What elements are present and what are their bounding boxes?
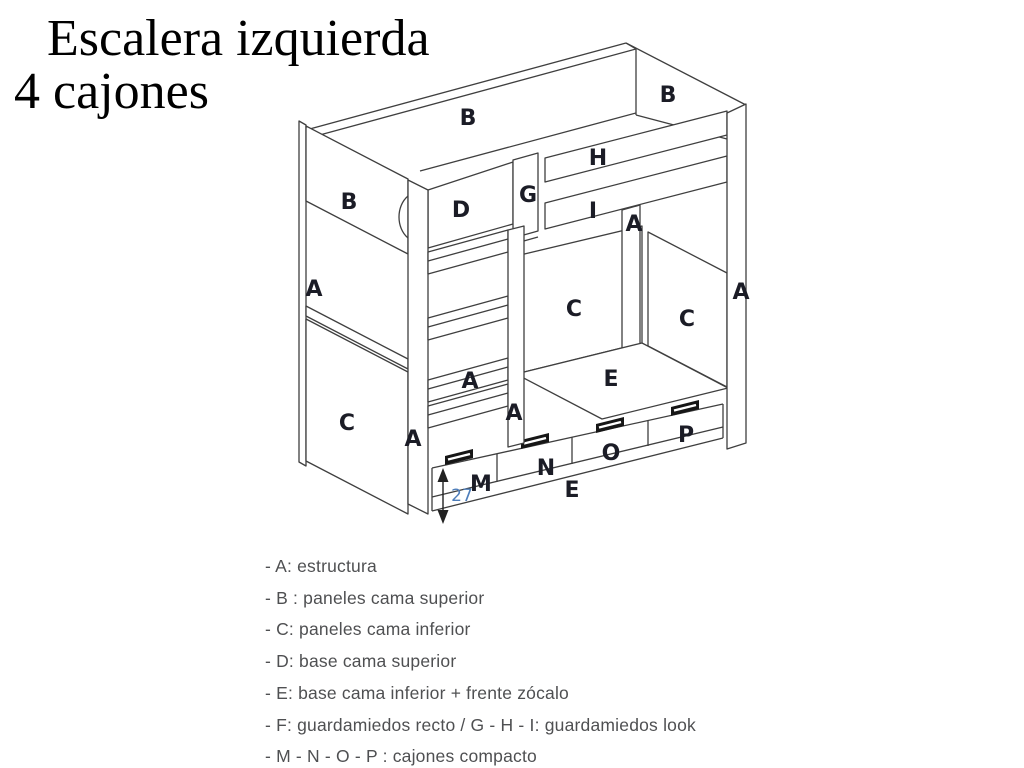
legend-item-c: - C: paneles cama inferior	[265, 619, 471, 640]
label-a-mid-post: A	[625, 212, 643, 237]
label-a-right-post: A	[732, 280, 750, 305]
label-a-ladder-post: A	[505, 401, 523, 426]
label-e-zocalo: E	[564, 478, 580, 503]
label-a-front-post: A	[404, 427, 422, 452]
label-a-left: A	[305, 277, 323, 302]
guard-rails	[513, 111, 727, 244]
arrow-up-icon	[438, 468, 449, 482]
dimension-value: 27	[451, 486, 473, 506]
label-drawer-m: M	[470, 472, 492, 497]
label-c-back-panel: C	[565, 297, 583, 322]
title-line-2: 4 cajones	[14, 63, 209, 120]
legend-item-d: - D: base cama superior	[265, 651, 457, 672]
lower-bunk	[516, 205, 728, 419]
right-front-post	[727, 104, 746, 449]
label-b-back-panel: B	[459, 106, 477, 131]
label-c-left-panel: C	[338, 411, 356, 436]
label-drawer-n: N	[536, 456, 556, 481]
legend-item-f-g-h-i: - F: guardamiedos recto / G - H - I: guardamiedos look	[265, 714, 696, 735]
arrow-down-icon	[438, 510, 449, 524]
label-h-guard: H	[588, 146, 608, 171]
ladder-rungs	[428, 230, 508, 428]
label-g-guard: G	[518, 183, 538, 208]
dimension-annotation	[438, 468, 473, 524]
legend-item-m-n-o-p: - M - N - O - P : cajones compacto	[265, 746, 537, 767]
label-b-right-panel: B	[659, 83, 677, 108]
legend-item-b: - B : paneles cama superior	[265, 587, 485, 608]
label-i-guard: I	[588, 199, 598, 224]
legend	[265, 551, 696, 768]
title-line-1: Escalera izquierda	[47, 10, 430, 67]
legend-item-a: - A: estructura	[265, 556, 377, 576]
label-b-left-panel: B	[340, 190, 358, 215]
label-a-rung: A	[461, 369, 479, 394]
label-e-base: E	[603, 367, 619, 392]
legend-item-e: - E: base cama inferior + frente zócalo	[265, 682, 569, 703]
label-d-base: D	[451, 198, 471, 223]
label-drawer-o: O	[601, 441, 621, 466]
label-drawer-p: P	[677, 423, 695, 448]
label-c-right-panel: C	[678, 307, 696, 332]
